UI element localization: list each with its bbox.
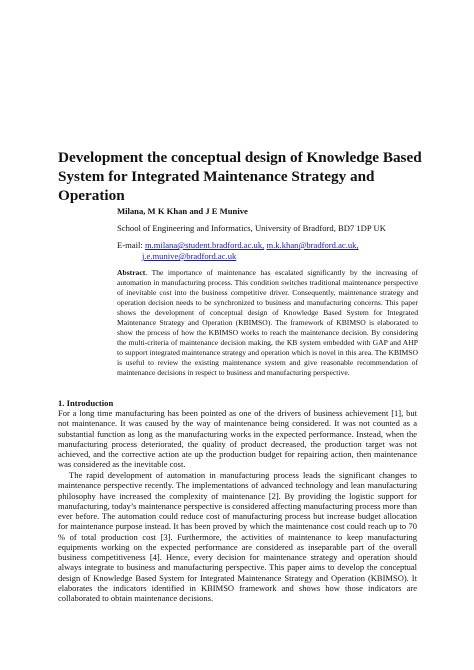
intro-paragraph-2: The rapid development of automation in manufacturing process leads the significant changes to maintenance perspective recently. The implementations of advanced technology and lean manufacturing philosophy have increased the complexity of maintenance [2]. By providing the logistic support for manufacturing, today’s maintenance perspective is considered affecting manufacturing process more than ever before. The automation could reduce cost of manufacturing process but increase budget allocation for maintenance purpose instead. It has been proved by which the maintenance cost could reach up to 70 % of total production cost [3]. Furthermore, the activities of maintenance to keep manufacturing equipments working on the expected performance are considered as inseparable part of the overall business competitiveness [4]. Hence, every decision for maintenance strategy and operation should always integrate to business and manufacturing perspective. This paper aims to develop the conceptual design of Knowledge Based System for Integrated Maintenance Strategy and Operation (KBIMSO). It elaborates the indicators identified in KBIMSO framework and shows how those indicators are collaborated to obtain maintenance decisions. xyxy=(58,470,417,603)
email-link-milana[interactable]: m.milana@student.bradford.ac.uk, xyxy=(144,240,265,250)
abstract-label: Abstract xyxy=(117,268,146,277)
abstract-text: . The importance of maintenance has escalated significantly by the increasing of automation in manufacturing process. This condition switches traditional maintenance perspective of inevitable cost into the business competitive driver. Consequently, maintenance strategy and operation decision needs to be synchronized to business and manufacturing concerns. This paper shows the development of conceptual design of Knowledge Based System for Integrated Maintenance Strategy and Operation (KBIMSO). The framework of KBIMSO is elaborated to show the process of how the KBIMSO works to reach the maintenance decision. By considering the multi-criteria of maintenance decision making, the KB system embedded with GAP and AHP to support integrated maintenance strategy and operation which is novel in this area. The KBIMSO is useful to review the existing maintenance system and give reasonable recommendation of maintenance decisions in respect to business and manufacturing perspective. xyxy=(117,268,418,378)
paper-authors: Milana, M K Khan and J E Munive xyxy=(117,206,248,216)
paper-affiliation: School of Engineering and Informatics, University of Bradford, BD7 1DP UK xyxy=(117,223,386,233)
section-heading-introduction: 1. Introduction xyxy=(58,398,114,408)
paper-title: Development the conceptual design of Knowledge Based System for Integrated Maintenance Strategy and Operation xyxy=(58,149,422,204)
intro-paragraph-1: For a long time manufacturing has been pointed as one of the drivers of business achievement [1], but not maintenance. It was caused by the way of maintenance being considered. It was not counted as a substantial function as long as the manufacturing works in the expected performance. Instead, when the manufacturing process deteriorated, the quality of product decreased, the production target was not achieved, and the corrective action ate up the production budget for repairing action, then maintenance was considered as the inevitable cost. xyxy=(58,408,417,470)
abstract xyxy=(117,268,418,379)
email-link-munive[interactable]: j.e.munive@bradford.ac.uk xyxy=(142,251,237,261)
email-link-khan[interactable]: m.k.khan@bradford.ac.uk, xyxy=(266,240,359,250)
email-label: E-mail: xyxy=(117,240,143,250)
email-block xyxy=(117,240,437,262)
